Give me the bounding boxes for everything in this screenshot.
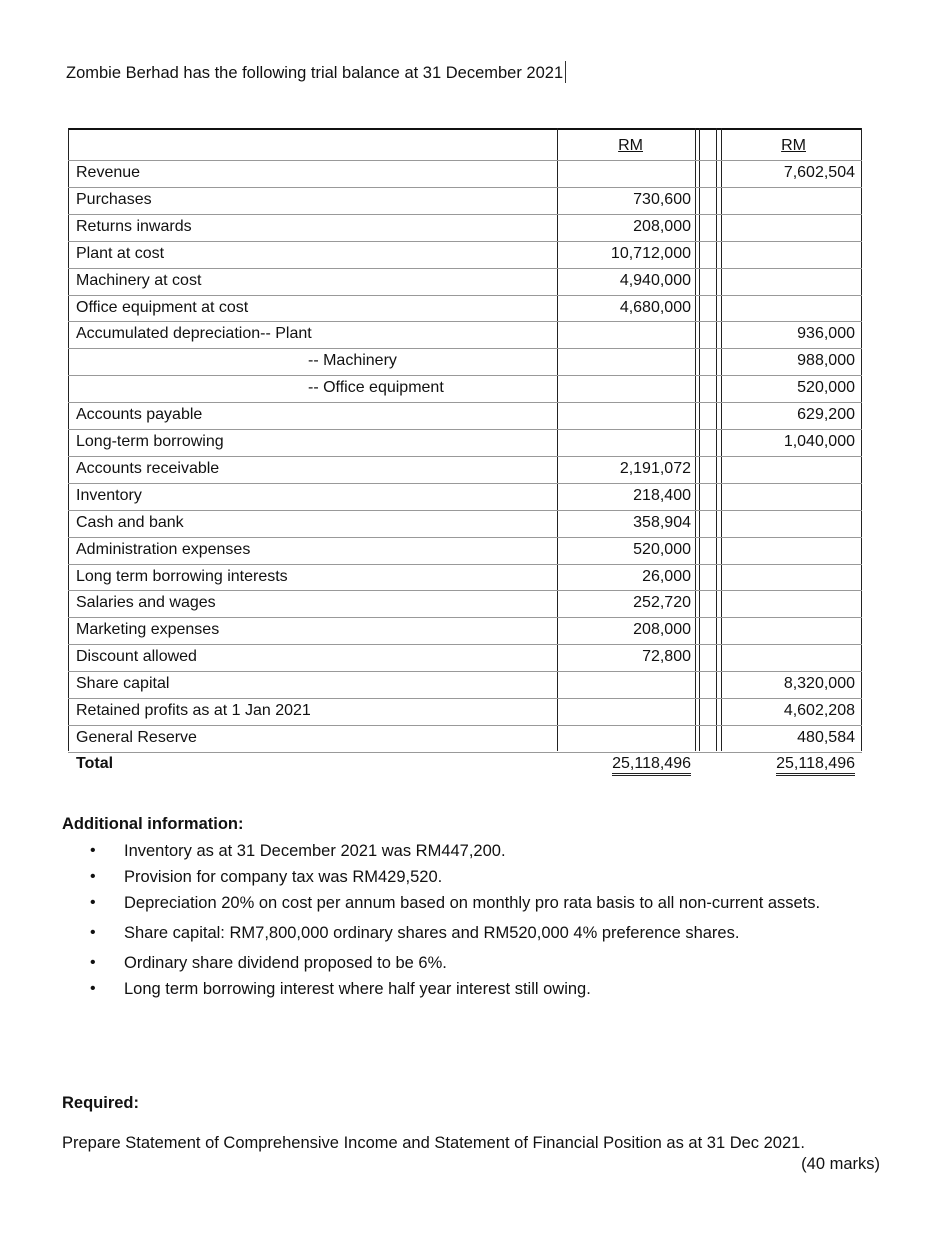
row-credit: 480,584 (797, 728, 855, 746)
row-label: Returns inwards (76, 217, 192, 235)
info-text: Depreciation 20% on cost per annum based on monthly pro rata basis to all non-current assets. (124, 894, 821, 912)
info-list-item (62, 920, 882, 946)
info-text: Long term borrowing interest where half year interest still owing. (124, 980, 591, 998)
bullet-icon: • (90, 894, 96, 911)
table-row (68, 699, 863, 726)
required-heading: Required: (62, 1094, 140, 1112)
row-debit: 4,940,000 (619, 271, 691, 289)
info-list-item (62, 838, 882, 864)
row-label: Marketing expenses (76, 621, 220, 639)
row-debit: 208,000 (633, 621, 691, 639)
table-row (68, 538, 863, 565)
row-credit: 629,200 (797, 406, 855, 424)
row-label: Revenue (76, 164, 141, 181)
text-cursor (565, 61, 566, 83)
table-row (68, 457, 863, 484)
bullet-icon: • (90, 954, 96, 971)
table-row (68, 242, 863, 269)
table-top-border (68, 128, 861, 130)
table-row (68, 618, 863, 645)
row-label: General Reserve (76, 728, 197, 746)
bullet-icon: • (90, 868, 96, 885)
info-list-item (62, 864, 882, 890)
table-row (68, 484, 863, 511)
total-credit: 25,118,496 (776, 755, 855, 776)
row-debit: 520,000 (633, 540, 691, 558)
additional-info-list (62, 838, 882, 1002)
row-label: Purchases (76, 190, 152, 208)
table-header-row (68, 134, 863, 161)
row-label: Plant at cost (76, 244, 165, 262)
table-row (68, 645, 863, 672)
row-credit: 8,320,000 (783, 675, 855, 693)
row-debit: 4,680,000 (619, 298, 691, 316)
marks-label: (40 marks) (801, 1155, 880, 1173)
info-list-item (62, 976, 882, 1002)
bullet-icon: • (90, 980, 96, 997)
row-debit: 358,904 (633, 513, 691, 531)
row-credit: 988,000 (797, 352, 855, 370)
row-label: Cash and bank (76, 513, 184, 531)
total-debit: 25,118,496 (612, 755, 691, 776)
row-label: Share capital (76, 675, 170, 693)
row-debit: 252,720 (633, 594, 691, 612)
row-label: Accumulated depreciation-- Plant (76, 325, 312, 343)
credit-column-header: RM (781, 137, 806, 154)
table-row (68, 726, 863, 753)
row-credit: 7,602,504 (783, 164, 855, 181)
table-row (68, 672, 863, 699)
row-debit: 2,191,072 (619, 459, 691, 477)
debit-column-header: RM (618, 137, 643, 154)
additional-info-heading: Additional information: (62, 815, 244, 833)
table-row (68, 430, 863, 457)
row-label: -- Office equipment (308, 379, 444, 397)
row-credit: 1,040,000 (783, 433, 855, 450)
required-text: Prepare Statement of Comprehensive Income and Statement of Financial Position as at 31 Dec 2021. (62, 1134, 805, 1152)
row-debit: 10,712,000 (610, 244, 691, 262)
total-label: Total (76, 755, 114, 772)
table-row (68, 511, 863, 538)
row-label: Retained profits as at 1 Jan 2021 (76, 702, 311, 719)
table-row (68, 215, 863, 242)
table-row (68, 591, 863, 618)
row-label: Salaries and wages (76, 594, 216, 612)
info-text: Ordinary share dividend proposed to be 6%. (124, 954, 447, 972)
bullet-icon: • (90, 842, 96, 859)
info-text: Inventory as at 31 December 2021 was RM447,200. (124, 842, 506, 860)
row-label: Discount allowed (76, 648, 197, 666)
row-label: -- Machinery (308, 352, 397, 370)
row-debit: 218,400 (633, 486, 691, 504)
table-row (68, 403, 863, 430)
row-credit: 520,000 (797, 379, 855, 397)
row-label: Office equipment at cost (76, 298, 249, 316)
row-debit: 730,600 (633, 190, 691, 208)
row-label: Administration expenses (76, 540, 251, 558)
row-debit: 26,000 (642, 567, 691, 585)
table-row (68, 349, 863, 376)
info-list-item (62, 890, 882, 916)
info-list-item (62, 950, 882, 976)
table-row (68, 188, 863, 215)
row-label: Inventory (76, 486, 142, 504)
row-debit: 72,800 (642, 648, 691, 666)
table-row (68, 296, 863, 323)
row-label: Accounts receivable (76, 459, 220, 477)
table-row (68, 269, 863, 296)
bullet-icon: • (90, 924, 96, 941)
info-text: Share capital: RM7,800,000 ordinary shares and RM520,000 4% preference shares. (124, 924, 740, 942)
info-text: Provision for company tax was RM429,520. (124, 868, 443, 886)
table-row (68, 161, 863, 188)
row-debit: 208,000 (633, 217, 691, 235)
row-label: Machinery at cost (76, 271, 202, 289)
intro-sentence: Zombie Berhad has the following trial balance at 31 December 2021 (66, 64, 564, 82)
table-row (68, 322, 863, 349)
row-label: Accounts payable (76, 406, 203, 424)
row-label: Long term borrowing interests (76, 567, 288, 585)
row-credit: 936,000 (797, 325, 855, 343)
table-row (68, 376, 863, 403)
table-total-row (68, 752, 863, 779)
intro-text (66, 61, 566, 83)
table-row (68, 565, 863, 592)
row-credit: 4,602,208 (783, 702, 855, 719)
row-label: Long-term borrowing (76, 433, 224, 450)
